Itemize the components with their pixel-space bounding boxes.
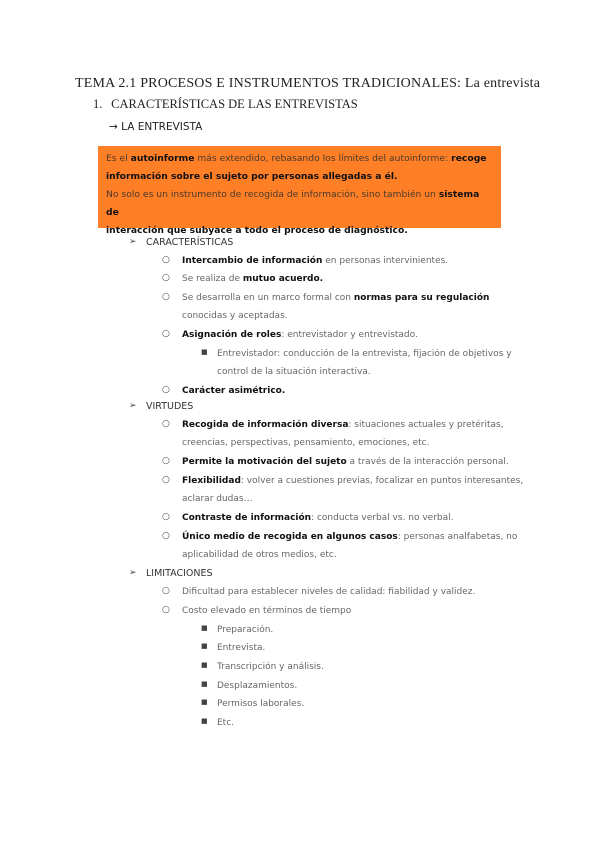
section-title: CARACTERÍSTICAS DE LAS ENTREVISTAS — [111, 97, 358, 111]
list-heading-limitaciones: LIMITACIONES — [146, 568, 213, 579]
callout-line: No solo es un instrumento de recogida de información, sino también un sistema de — [106, 189, 480, 218]
list-item: Costo elevado en términos de tiempo — [182, 606, 352, 616]
circle-bullet-icon: ○ — [162, 273, 170, 283]
list-item-continuation: conocidas y aceptadas. — [182, 311, 288, 321]
circle-bullet-icon: ○ — [162, 255, 170, 265]
callout-line: interacción que subyace a todo el proceso de diagnóstico. — [106, 225, 408, 236]
list-heading-virtudes: VIRTUDES — [146, 401, 194, 412]
square-bullet-icon: ■ — [201, 642, 208, 650]
arrow-bullet-icon: ➢ — [129, 568, 137, 578]
square-bullet-icon: ■ — [201, 698, 208, 706]
list-subitem: Permisos laborales. — [217, 699, 305, 709]
page-title: TEMA 2.1 PROCESOS E INSTRUMENTOS TRADICIONALES: La entrevista — [75, 76, 541, 91]
circle-bullet-icon: ○ — [162, 419, 170, 429]
list-subitem: Transcripción y análisis. — [217, 662, 324, 672]
square-bullet-icon: ■ — [201, 624, 208, 632]
list-item-continuation: aclarar dudas… — [182, 494, 253, 504]
list-item: Contraste de información: conducta verbal vs. no verbal. — [182, 513, 454, 523]
list-item-continuation: aplicabilidad de otros medios, etc. — [182, 550, 337, 560]
list-item: Asignación de roles: entrevistador y entrevistado. — [182, 330, 418, 340]
list-subitem-continuation: control de la situación interactiva. — [217, 367, 371, 377]
callout-line: información sobre el sujeto por personas allegadas a él. — [106, 171, 398, 182]
list-subitem: Desplazamientos. — [217, 681, 298, 691]
circle-bullet-icon: ○ — [162, 512, 170, 522]
square-bullet-icon: ■ — [201, 348, 208, 356]
list-subitem: Preparación. — [217, 625, 274, 635]
highlight-callout — [98, 146, 501, 236]
subsection-heading: → LA ENTREVISTA — [109, 121, 203, 133]
list-item: Único medio de recogida en algunos casos: personas analfabetas, no — [182, 532, 518, 542]
circle-bullet-icon: ○ — [162, 586, 170, 596]
list-item: Recogida de información diversa: situaciones actuales y pretéritas, — [182, 420, 504, 430]
circle-bullet-icon: ○ — [162, 531, 170, 541]
section-heading — [93, 97, 358, 112]
section-number: 1. — [93, 97, 103, 111]
arrow-bullet-icon: ➢ — [129, 237, 137, 247]
callout-line: Es el autoinforme más extendido, rebasando los límites del autoinforme: recoge — [106, 153, 487, 164]
list-item: Flexibilidad: volver a cuestiones previas, focalizar en puntos interesantes, — [182, 476, 524, 486]
list-heading-caracteristicas: CARACTERÍSTICAS — [146, 237, 234, 248]
list-item: Permite la motivación del sujeto a través de la interacción personal. — [182, 457, 509, 467]
list-item: Carácter asimétrico. — [182, 386, 286, 396]
circle-bullet-icon: ○ — [162, 605, 170, 615]
list-item: Se realiza de mutuo acuerdo. — [182, 274, 324, 284]
list-subitem: Entrevistador: conducción de la entrevista, fijación de objetivos y — [217, 349, 512, 359]
list-item: Intercambio de información en personas intervinientes. — [182, 256, 449, 266]
circle-bullet-icon: ○ — [162, 475, 170, 485]
square-bullet-icon: ■ — [201, 717, 208, 725]
list-item-continuation: creencias, perspectivas, pensamiento, emociones, etc. — [182, 438, 430, 448]
circle-bullet-icon: ○ — [162, 329, 170, 339]
square-bullet-icon: ■ — [201, 680, 208, 688]
list-item: Se desarrolla en un marco formal con normas para su regulación — [182, 293, 490, 303]
circle-bullet-icon: ○ — [162, 385, 170, 395]
circle-bullet-icon: ○ — [162, 456, 170, 466]
circle-bullet-icon: ○ — [162, 292, 170, 302]
arrow-bullet-icon: ➢ — [129, 401, 137, 411]
list-item: Dificultad para establecer niveles de calidad: fiabilidad y validez. — [182, 587, 476, 597]
list-subitem: Etc. — [217, 718, 235, 728]
list-subitem: Entrevista. — [217, 643, 266, 653]
square-bullet-icon: ■ — [201, 661, 208, 669]
